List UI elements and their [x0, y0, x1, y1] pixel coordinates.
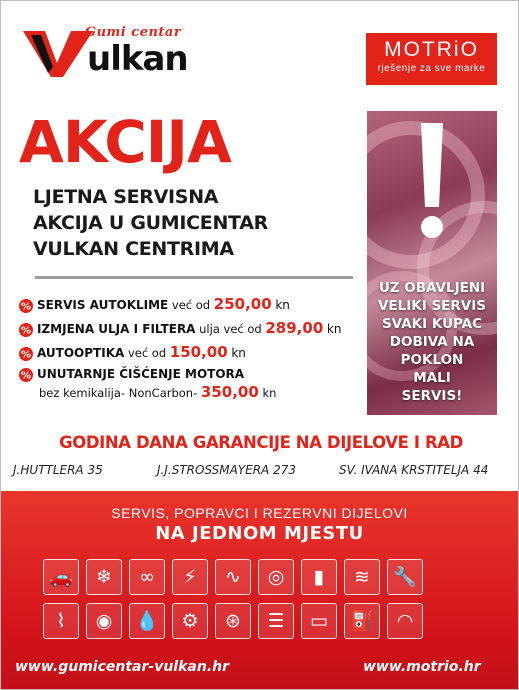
windshield-icon: ◠ — [387, 603, 423, 639]
website-link[interactable]: www.motrio.hr — [363, 659, 481, 675]
promo-line: SERVIS! — [401, 388, 463, 404]
address — [13, 463, 103, 477]
address-street: J.HUTTLERA — [13, 463, 84, 477]
exclamation-icon — [419, 123, 445, 243]
promo-line: DOBIVA NA — [389, 334, 475, 350]
service-item — [19, 295, 290, 313]
address-street: SV. IVANA KRSTITELJA — [339, 463, 470, 477]
motrio-name: MOTRiO — [384, 38, 479, 61]
wrench-icon: 🔧 — [387, 559, 423, 595]
service-name: IZMJENA ULJA I FILTERA — [37, 322, 196, 336]
service-currency: kn — [326, 322, 342, 336]
vulkan-logo — [23, 23, 193, 83]
percent-badge-icon — [19, 347, 33, 361]
exhaust-icon: ≋ — [344, 559, 380, 595]
service-note: bez kemikalija- NonCarbon- — [39, 386, 198, 400]
promo-line: VELIKI SERVIS — [377, 298, 486, 314]
service-item — [19, 319, 341, 337]
belt-icon: ∞ — [129, 559, 165, 595]
page-title: AKCIJA — [19, 108, 231, 176]
icon-row — [43, 603, 479, 639]
service-currency: kn — [262, 386, 277, 400]
wheel-icon: ⊛ — [215, 603, 251, 639]
service-subline — [39, 383, 276, 401]
address-number: 273 — [273, 463, 296, 477]
service-note: ulja već od — [199, 322, 262, 336]
service-note: već od — [127, 346, 167, 360]
promo-line: UZ OBAVLJENI — [378, 280, 486, 296]
steering-icon: ◎ — [258, 559, 294, 595]
guarantee-headline: GODINA DANA GARANCIJE NA DIJELOVE I RAD — [59, 433, 463, 452]
svg-text:%: % — [20, 349, 32, 360]
service-name: SERVIS AUTOKLIME — [37, 298, 169, 312]
website-link[interactable]: www.gumicentar-vulkan.hr — [15, 659, 230, 675]
electric-icon: ⚡ — [172, 559, 208, 595]
subtitle-line: AKCIJA U GUMICENTAR — [33, 212, 268, 234]
percent-badge-icon — [19, 299, 33, 313]
svg-text:%: % — [20, 301, 32, 312]
suspension-icon: ⌇ — [43, 603, 79, 639]
service-price: 289,00 — [265, 319, 324, 337]
service-note: već od — [171, 298, 211, 312]
promo-line: SVAKI KUPAC — [381, 316, 483, 332]
service-name: UNUTARNJE ČIŠĆENJE MOTORA — [37, 367, 245, 381]
address — [157, 463, 296, 477]
diagnostics-icon: ∿ — [215, 559, 251, 595]
subtitle — [33, 184, 353, 262]
motrio-tagline: rješenje za sve marke — [377, 63, 486, 74]
logo-subtitle: Gumi centar — [85, 25, 182, 40]
service-icons-grid — [43, 559, 479, 647]
brake-icon: ◉ — [86, 603, 122, 639]
address-number: 35 — [87, 463, 103, 477]
car-service-icon: 🚗 — [43, 559, 79, 595]
service-price: 350,00 — [200, 383, 259, 401]
checklist-icon: ☰ — [258, 603, 294, 639]
motrio-logo — [366, 33, 497, 85]
promo-text — [367, 279, 497, 405]
service-currency: kn — [231, 346, 246, 360]
oil-can-icon: ⛽ — [344, 603, 380, 639]
oil-bottle-icon: ▮ — [301, 559, 337, 595]
address-street: J.J.STROSSMAYERA — [157, 463, 270, 477]
percent-badge-icon — [19, 323, 33, 337]
svg-text:%: % — [20, 325, 32, 336]
service-item — [19, 367, 244, 382]
gears-icon: ⚙ — [172, 603, 208, 639]
service-currency: kn — [275, 298, 290, 312]
promo-line: POKLON — [400, 352, 464, 368]
divider — [35, 276, 353, 279]
battery-icon: ▭ — [301, 603, 337, 639]
services-band — [1, 491, 518, 689]
promo-panel — [367, 111, 497, 415]
promo-line: MALI — [413, 370, 451, 386]
address — [339, 463, 488, 477]
fluid-drop-icon: 💧 — [129, 603, 165, 639]
aircon-icon: ❄ — [86, 559, 122, 595]
svg-text:%: % — [20, 370, 32, 381]
service-item — [19, 343, 246, 361]
service-name: AUTOOPTIKA — [37, 346, 125, 360]
subtitle-line: LJETNA SERVISNA — [33, 186, 219, 208]
service-price: 150,00 — [169, 343, 228, 361]
service-price: 250,00 — [213, 295, 272, 313]
band-subtitle: SERVIS, POPRAVCI I REZERVNI DIJELOVI — [111, 505, 408, 521]
percent-badge-icon — [19, 368, 33, 382]
logo-wordmark: ulkan — [87, 39, 188, 79]
icon-row — [43, 559, 479, 595]
subtitle-line: VULKAN CENTRIMA — [33, 238, 234, 260]
v-logo-mark — [23, 29, 93, 79]
band-title: NA JEDNOM MJESTU — [155, 523, 364, 544]
address-number: 44 — [473, 463, 489, 477]
